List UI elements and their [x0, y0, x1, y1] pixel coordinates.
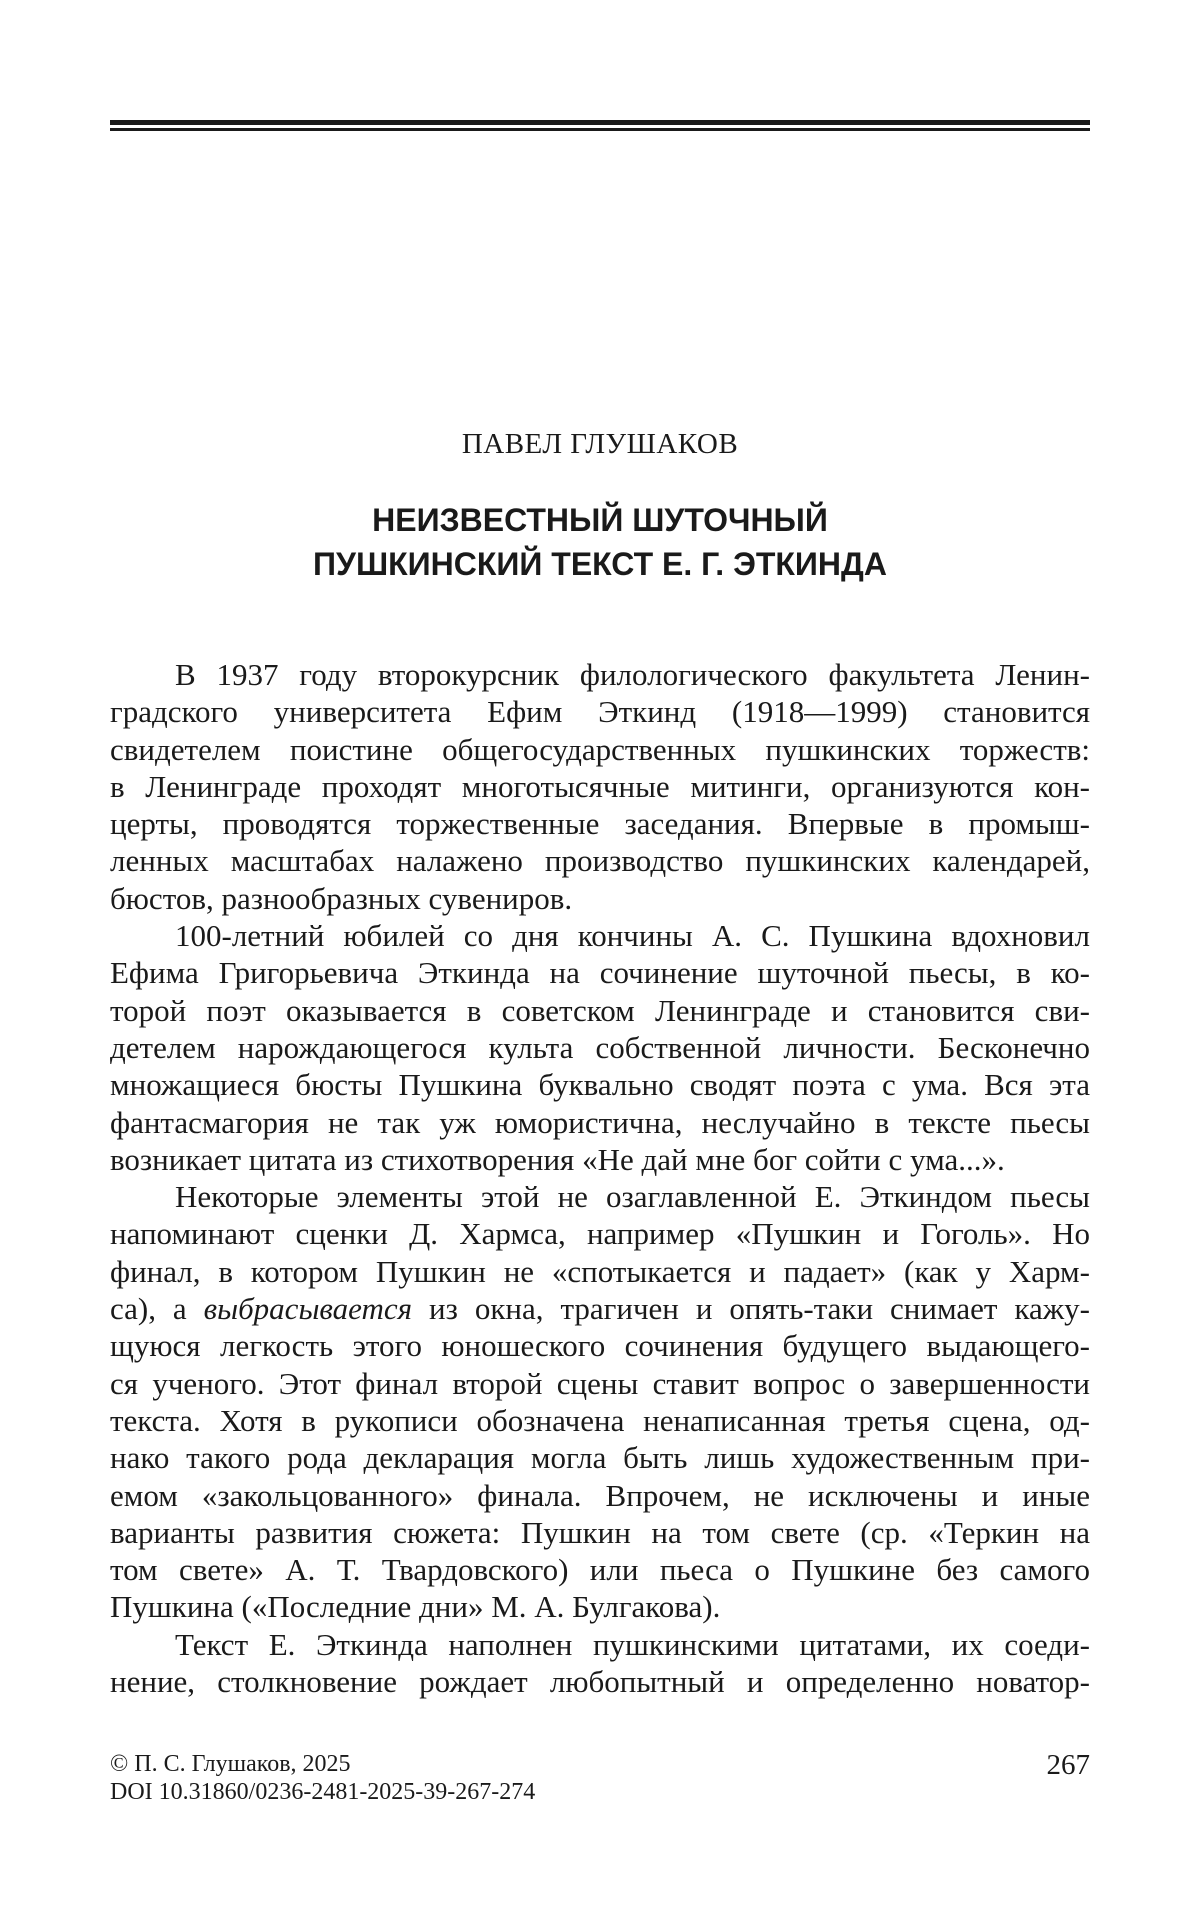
paragraph-3 — [110, 1178, 1090, 1626]
top-rule-thin — [110, 128, 1090, 131]
text-line: напоминают сценки Д. Хармса, например «Пушкин и Гоголь». Но — [110, 1216, 1090, 1252]
top-rule-thick — [110, 120, 1090, 125]
text-line: Пушкина («Последние дни» М. А. Булгакова). — [110, 1589, 721, 1625]
text-line: бюстов, разнообразных сувениров. — [110, 880, 573, 916]
text-line: 100-летний юбилей со дня кончины А. С. Пушкина вдохновил — [175, 918, 1090, 954]
text-line: церты, проводятся торжественные заседания. Впервые в промыш- — [110, 806, 1090, 842]
author-name: ПАВЕЛ ГЛУШАКОВ — [461, 428, 739, 460]
text-line: текста. Хотя в рукописи обозначена ненаписанная третья сцена, од- — [110, 1402, 1090, 1438]
text-line: Некоторые элементы этой не озаглавленной Е. Эткиндом пьесы — [175, 1179, 1090, 1215]
text-line: нение, столкновение рождает любопытный и определенно новатор- — [110, 1664, 1090, 1700]
doi-identifier: DOI 10.31860/0236-2481-2025-39-267-274 — [110, 1779, 536, 1805]
text-line: в Ленинграде проходят многотысячные митинги, организуются кон- — [110, 768, 1090, 804]
text-line: щуюся легкость этого юношеского сочинения будущего выдающего- — [110, 1328, 1090, 1364]
text-line: градского университета Ефим Эткинд (1918—1999) становится — [110, 694, 1090, 730]
text-line: фантасмагория не так уж юмористична, неслучайно в тексте пьесы — [110, 1104, 1090, 1140]
text-line: свидетелем поистине общегосударственных пушкинских торжеств: — [110, 731, 1090, 767]
text-segment: са), а — [110, 1291, 204, 1327]
text-line-with-emphasis — [110, 1290, 1090, 1327]
text-line: Ефима Григорьевича Эткинда на сочинение шуточной пьесы, в ко- — [110, 955, 1090, 991]
article-title — [0, 498, 1200, 586]
text-line: том свете» А. Т. Твардовского) или пьеса о Пушкине без самого — [110, 1552, 1090, 1588]
text-line: финал, в котором Пушкин не «спотыкается и падает» (как у Харм- — [110, 1253, 1090, 1289]
text-line: возникает цитата из стихотворения «Не дай мне бог сойти с ума...». — [110, 1141, 1005, 1177]
text-line: ся ученого. Этот финал второй сцены ставит вопрос о завершенности — [110, 1365, 1090, 1401]
text-line: детелем нарождающегося культа собственной личности. Бесконечно — [110, 1029, 1090, 1065]
footer-credits — [110, 1750, 535, 1806]
emphasized-word: выбрасывается — [203, 1291, 413, 1327]
copyright-notice: © П. С. Глушаков, 2025 — [110, 1751, 351, 1777]
text-segment: из окна, трагичен и опять-таки снимает кажу- — [412, 1291, 1090, 1327]
text-line: торой поэт оказывается в советском Ленинграде и становится сви- — [110, 992, 1090, 1028]
text-line: емом «закольцованного» финала. Впрочем, не исключены и иные — [110, 1477, 1090, 1513]
paragraph-4 — [110, 1626, 1090, 1701]
text-line: ленных масштабах налажено производство пушкинских календарей, — [110, 843, 1090, 879]
page-number: 267 — [1046, 1749, 1090, 1781]
text-line: нако такого рода декларация могла быть лишь художественным при- — [110, 1440, 1090, 1476]
text-line: множащиеся бюсты Пушкина буквально сводят поэта с ума. Вся эта — [110, 1067, 1090, 1103]
title-line: ПУШКИНСКИЙ ТЕКСТ Е. Г. ЭТКИНДА — [313, 546, 887, 582]
text-line: Текст Е. Эткинда наполнен пушкинскими цитатами, их соеди- — [175, 1626, 1090, 1662]
paragraph-1 — [110, 656, 1090, 917]
text-line: варианты развития сюжета: Пушкин на том свете (ср. «Теркин на — [110, 1514, 1090, 1550]
paragraph-2 — [110, 917, 1090, 1178]
text-line: В 1937 году второкурсник филологического факультета Ленин- — [175, 657, 1090, 692]
title-line: НЕИЗВЕСТНЫЙ ШУТОЧНЫЙ — [372, 502, 828, 538]
article-body — [110, 656, 1090, 1700]
